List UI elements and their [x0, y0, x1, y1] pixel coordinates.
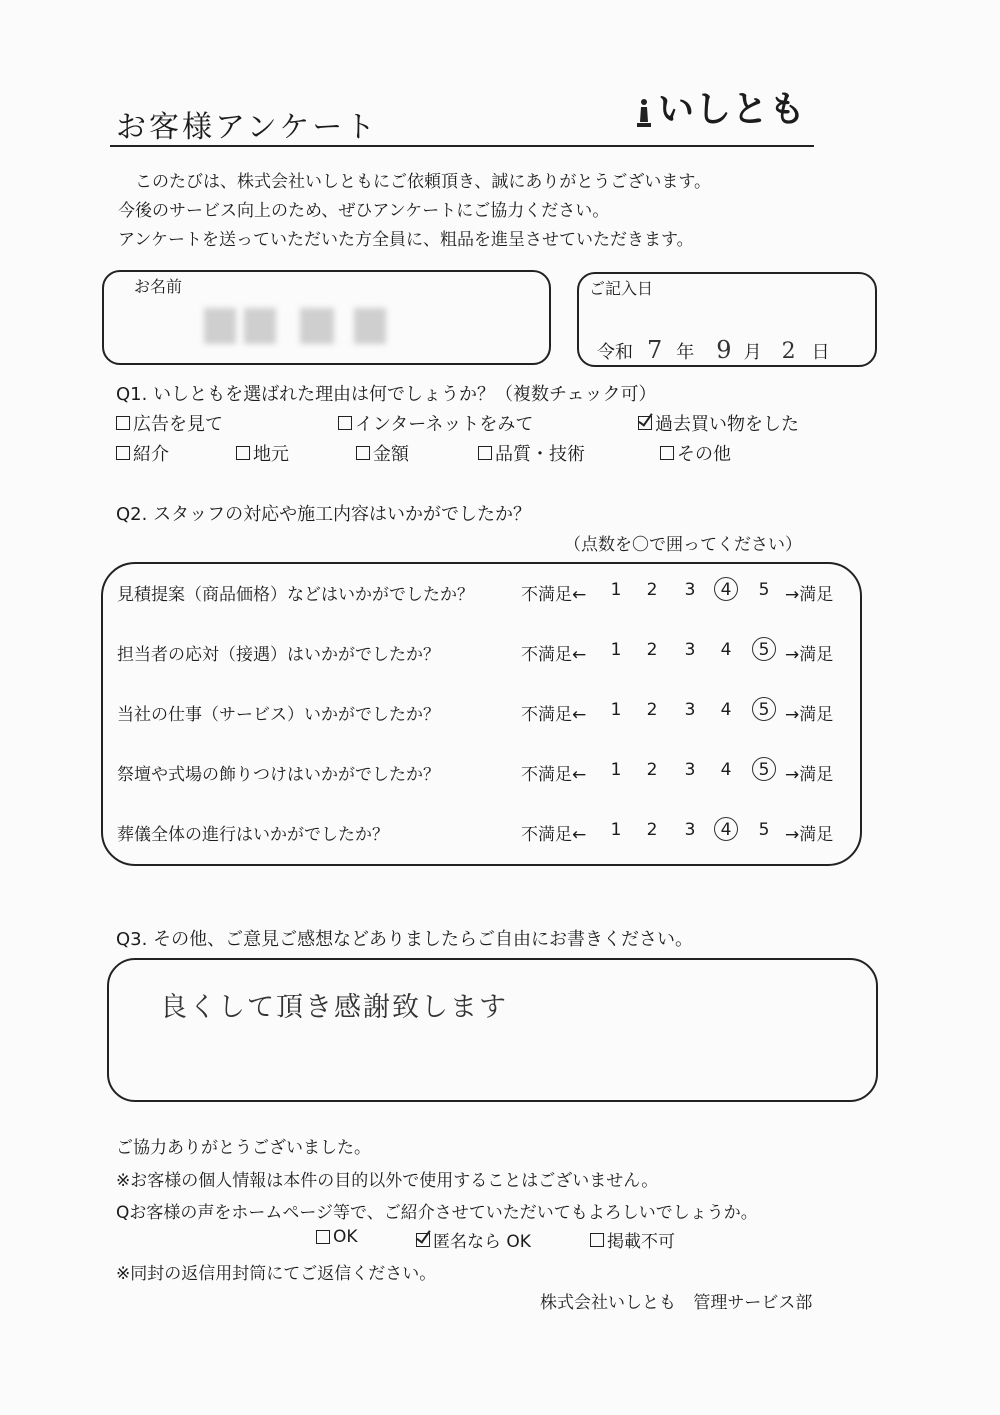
- rating-option-5[interactable]: 5: [751, 640, 777, 660]
- lantern-logo-icon: [636, 98, 652, 128]
- date-day: 2: [781, 339, 796, 364]
- dissatisfied-label: 不満足←: [521, 825, 587, 845]
- date-day-unit: 日: [811, 342, 830, 363]
- consent-question: Qお客様の声をホームページ等で、ご紹介させていただいてもよろしいでしょうか。: [116, 1203, 758, 1223]
- rating-question: 葬儀全体の進行はいかがでしたか？: [117, 825, 389, 845]
- rating-question: 担当者の応対（接遇）はいかがでしたか？: [117, 645, 440, 665]
- rating-scale: [521, 700, 841, 726]
- date-year-unit: 年: [676, 342, 695, 363]
- footer-company: 株式会社いしとも 管理サービス部: [540, 1293, 813, 1313]
- rating-question: 見積提案（商品価格）などはいかがでしたか？: [117, 585, 474, 605]
- rating-row: [117, 578, 847, 608]
- checkbox[interactable]: [356, 446, 370, 460]
- rating-option-2[interactable]: 2: [646, 580, 658, 600]
- satisfied-label: →満足: [785, 645, 834, 665]
- rating-scale: [521, 760, 841, 786]
- satisfied-label: →満足: [785, 585, 834, 605]
- checkbox[interactable]: [660, 446, 674, 460]
- rating-option-1[interactable]: 1: [610, 700, 622, 720]
- title-underline: [110, 145, 814, 147]
- q3-question: Q3. その他、ご意見ご感想などありましたらご自由にお書きください。: [116, 929, 694, 950]
- rating-question: 当社の仕事（サービス）いかがでしたか？: [117, 705, 440, 725]
- q3-comment-box[interactable]: [107, 958, 878, 1102]
- checkbox[interactable]: [638, 416, 652, 430]
- rating-option-5[interactable]: 5: [751, 760, 777, 780]
- date-month-unit: 月: [743, 342, 762, 363]
- q2-question: Q2. スタッフの対応や施工内容はいかがでしたか？: [116, 504, 532, 525]
- rating-option-2[interactable]: 2: [646, 640, 658, 660]
- redacted-name: [354, 308, 386, 344]
- date-label: ご記入日: [589, 279, 654, 298]
- rating-option-5[interactable]: 5: [758, 820, 770, 840]
- q1-option[interactable]: 広告を見て: [116, 410, 223, 436]
- page-title: お客様アンケート: [116, 110, 379, 145]
- rating-question: 祭壇や式場の飾りつけはいかがでしたか？: [117, 765, 440, 785]
- rating-option-3[interactable]: 3: [684, 700, 696, 720]
- checkbox[interactable]: [236, 446, 250, 460]
- rating-option-3[interactable]: 3: [684, 820, 696, 840]
- intro-line: このたびは、株式会社いしともにご依頼頂き、誠にありがとうございます。: [135, 172, 711, 192]
- dissatisfied-label: 不満足←: [521, 705, 587, 725]
- intro-line: 今後のサービス向上のため、ぜひアンケートにご協力ください。: [118, 201, 610, 221]
- checkbox[interactable]: [116, 416, 130, 430]
- rating-option-4[interactable]: 4: [720, 760, 732, 780]
- dissatisfied-label: 不満足←: [521, 765, 587, 785]
- checkbox[interactable]: [416, 1233, 430, 1247]
- rating-option-3[interactable]: 3: [684, 580, 696, 600]
- rating-row: [117, 638, 847, 668]
- date-era: 令和: [597, 342, 633, 363]
- name-field[interactable]: [102, 270, 551, 365]
- rating-option-3[interactable]: 3: [684, 760, 696, 780]
- intro-line: アンケートを送っていただいた方全員に、粗品を進呈させていただきます。: [118, 230, 694, 250]
- satisfied-label: →満足: [785, 705, 834, 725]
- checkbox[interactable]: [478, 446, 492, 460]
- date-value: [597, 336, 830, 364]
- consent-option-no[interactable]: 掲載不可: [590, 1227, 675, 1252]
- consent-option-anonymous[interactable]: 匿名なら OK: [416, 1227, 531, 1252]
- return-note: ※同封の返信用封筒にてご返信ください。: [116, 1264, 437, 1284]
- rating-option-5[interactable]: 5: [751, 700, 777, 720]
- rating-scale: [521, 640, 841, 666]
- dissatisfied-label: 不満足←: [521, 585, 587, 605]
- company-logo: [636, 89, 807, 130]
- satisfied-label: →満足: [785, 825, 834, 845]
- rating-row: [117, 818, 847, 848]
- checkbox[interactable]: [338, 416, 352, 430]
- q1-question: Q1. いしともを選ばれた理由は何でしょうか？（複数チェック可）: [116, 384, 657, 405]
- rating-option-2[interactable]: 2: [646, 700, 658, 720]
- rating-scale: [521, 820, 841, 846]
- q1-option[interactable]: 過去買い物をした: [638, 410, 799, 436]
- rating-row: [117, 698, 847, 728]
- satisfied-label: →満足: [785, 765, 834, 785]
- rating-scale: [521, 580, 841, 606]
- dissatisfied-label: 不満足←: [521, 645, 587, 665]
- rating-option-3[interactable]: 3: [684, 640, 696, 660]
- rating-option-1[interactable]: 1: [610, 580, 622, 600]
- checkbox[interactable]: [590, 1233, 604, 1247]
- rating-option-2[interactable]: 2: [646, 760, 658, 780]
- q1-option[interactable]: 地元: [236, 440, 289, 466]
- date-month: 9: [716, 336, 732, 364]
- q1-option[interactable]: 品質・技術: [478, 440, 585, 466]
- consent-option-ok[interactable]: OK: [316, 1227, 358, 1247]
- rating-option-4[interactable]: 4: [720, 640, 732, 660]
- checkbox[interactable]: [316, 1230, 330, 1244]
- privacy-note: ※お客様の個人情報は本件の目的以外で使用することはございません。: [116, 1171, 659, 1191]
- redacted-name: [300, 308, 334, 344]
- rating-option-4[interactable]: 4: [720, 700, 732, 720]
- rating-option-1[interactable]: 1: [610, 820, 622, 840]
- rating-option-2[interactable]: 2: [646, 820, 658, 840]
- rating-option-1[interactable]: 1: [610, 760, 622, 780]
- closing-thanks: ご協力ありがとうございました。: [116, 1138, 371, 1158]
- redacted-name: [204, 308, 236, 344]
- rating-option-4[interactable]: 4: [713, 580, 739, 600]
- name-label: お名前: [134, 277, 183, 296]
- redacted-name: [244, 308, 276, 344]
- q1-option[interactable]: インターネットをみて: [338, 410, 533, 436]
- rating-option-4[interactable]: 4: [713, 820, 739, 840]
- rating-row: [117, 758, 847, 788]
- q2-instruction: （点数を〇で囲ってください）: [564, 535, 802, 555]
- checkbox[interactable]: [116, 446, 130, 460]
- q3-answer: 良くして頂き感謝致します: [160, 992, 508, 1023]
- q1-option[interactable]: 金額: [356, 440, 409, 466]
- q1-option[interactable]: その他: [660, 440, 731, 466]
- intro-text: [118, 168, 711, 255]
- rating-option-1[interactable]: 1: [610, 640, 622, 660]
- q2-rating-box: [101, 562, 862, 866]
- q1-option[interactable]: 紹介: [116, 440, 169, 466]
- logo-text: いしとも: [658, 89, 807, 130]
- rating-option-5[interactable]: 5: [758, 580, 770, 600]
- date-year: 7: [647, 336, 663, 364]
